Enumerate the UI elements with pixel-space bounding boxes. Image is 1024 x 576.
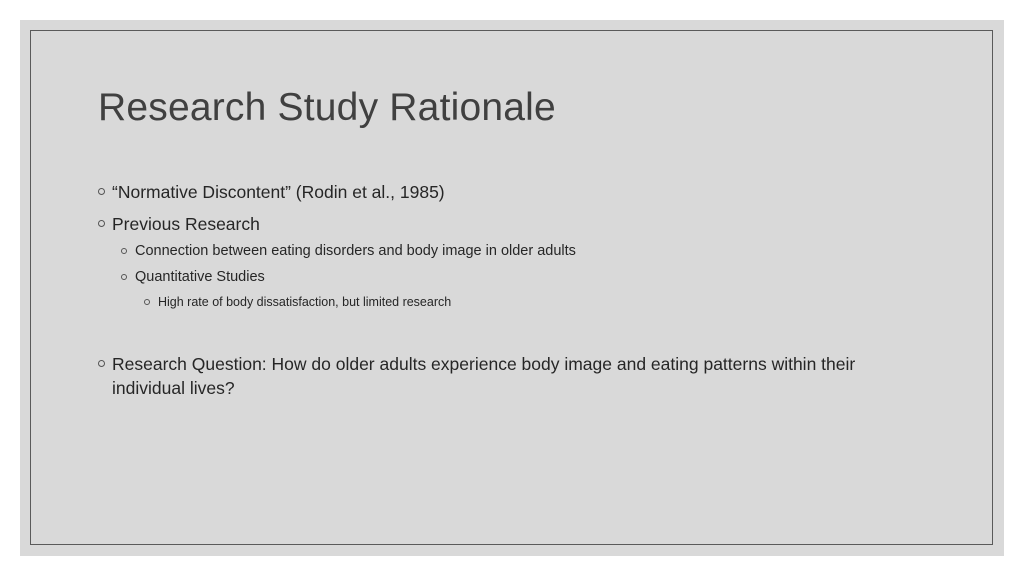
bullet-icon xyxy=(121,274,127,280)
bullet-normative-discontent xyxy=(112,180,912,204)
bullet-icon xyxy=(98,360,105,367)
subsubbullet-body-dissatisfaction xyxy=(158,293,898,311)
bullet-research-question xyxy=(112,352,912,400)
bullet-text: High rate of body dissatisfaction, but limited research xyxy=(158,295,452,309)
bullet-icon xyxy=(98,188,105,195)
bullet-icon xyxy=(144,299,150,305)
bullet-text: “Normative Discontent” (Rodin et al., 1985) xyxy=(112,182,445,202)
bullet-icon xyxy=(121,248,127,254)
bullet-icon xyxy=(98,220,105,227)
bullet-text: Previous Research xyxy=(112,214,260,234)
slide-title: Research Study Rationale xyxy=(98,86,556,129)
bullet-text: Connection between eating disorders and body image in older adults xyxy=(135,243,576,259)
slide xyxy=(20,20,1004,556)
bullet-text: Quantitative Studies xyxy=(135,269,265,285)
subbullet-connection xyxy=(135,241,895,261)
subbullet-quantitative-studies xyxy=(135,267,895,287)
bullet-text: Research Question: How do older adults experience body image and eating patterns within their individual lives? xyxy=(112,354,856,398)
bullet-previous-research xyxy=(112,212,912,236)
